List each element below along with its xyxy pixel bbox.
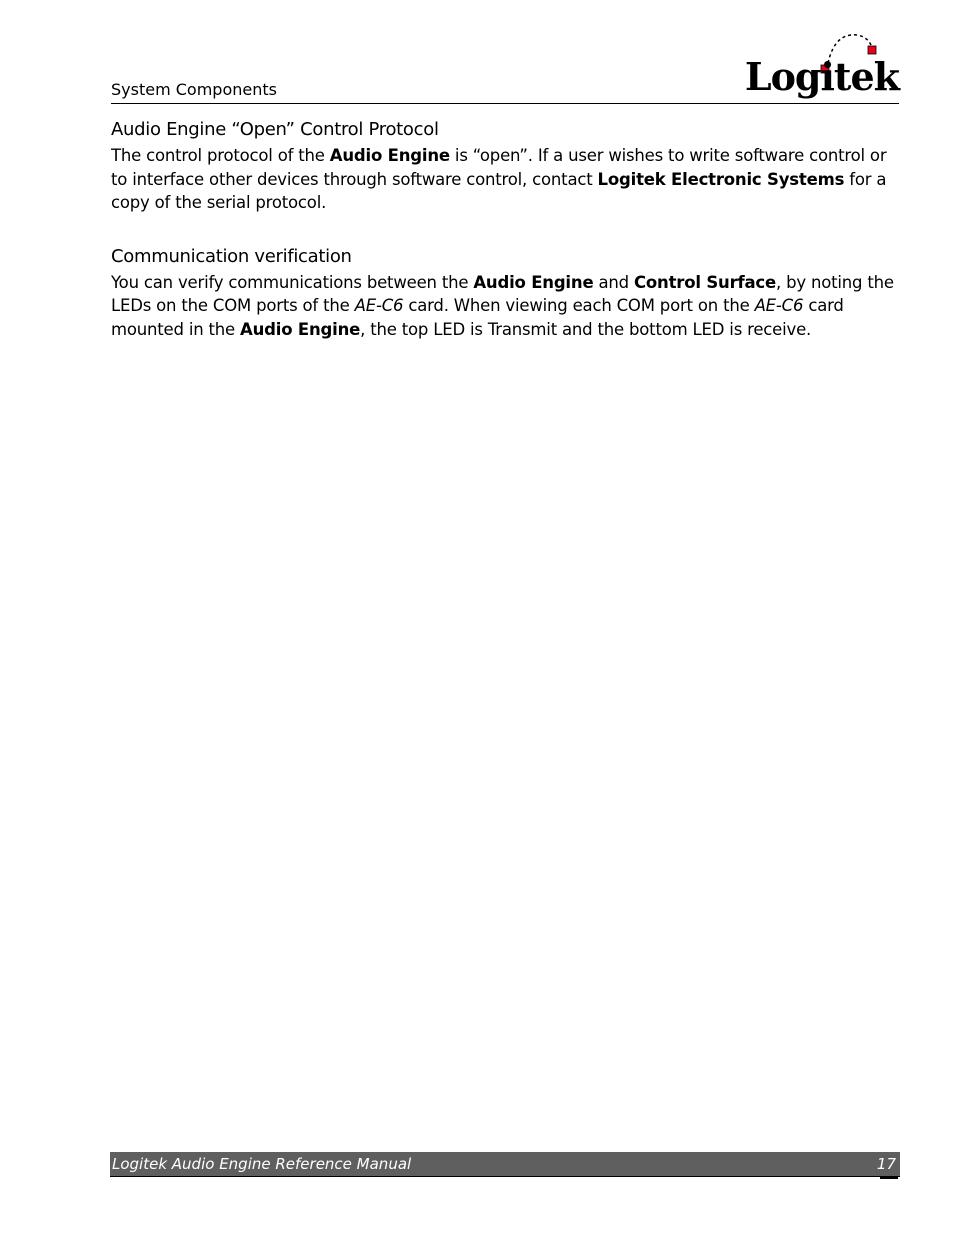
text-run: , the top LED is Transmit and the bottom LED is receive. [360,319,812,339]
section-communication-verification [111,243,901,342]
text-run: is “open”. If a user wishes to write software control or to interface other devices through software control, contact [111,146,887,189]
text-run: and [593,272,634,292]
text-run: card. When viewing each COM port on the [403,296,755,315]
logitek-logo [744,30,899,112]
italic-term: AE-C6 [354,296,404,315]
section-heading: Communication verification [111,245,352,267]
section-body [111,271,901,342]
text-run: card mounted in the [111,296,844,339]
section-heading: Audio Engine “Open” Control Protocol [111,119,439,140]
page-content [111,116,901,341]
bold-term: Audio Engine [473,272,594,292]
text-run: for a copy of the serial protocol. [111,169,887,212]
bold-term: Logitek Electronic Systems [597,169,845,189]
page-footer [110,1152,900,1177]
bold-term: Control Surface [633,272,776,292]
logo-text: Logitek [744,54,899,99]
text-run: You can verify communications between the [111,272,474,292]
footer-title: Logitek Audio Engine Reference Manual [112,1155,412,1173]
italic-term: AE-C6 [754,296,804,315]
section-open-protocol [111,116,901,215]
footer-tick [880,1177,898,1179]
page-header [111,30,899,105]
bold-term: Audio Engine [329,146,450,165]
bold-term: Audio Engine [240,319,361,339]
section-label: System Components [111,80,277,99]
text-run: The control protocol of the [111,146,330,165]
logo-dot-right [868,46,876,54]
section-body [111,144,901,215]
page-number: 17 [876,1155,896,1173]
text-run: , by noting the LEDs on the COM ports of the [111,272,894,315]
